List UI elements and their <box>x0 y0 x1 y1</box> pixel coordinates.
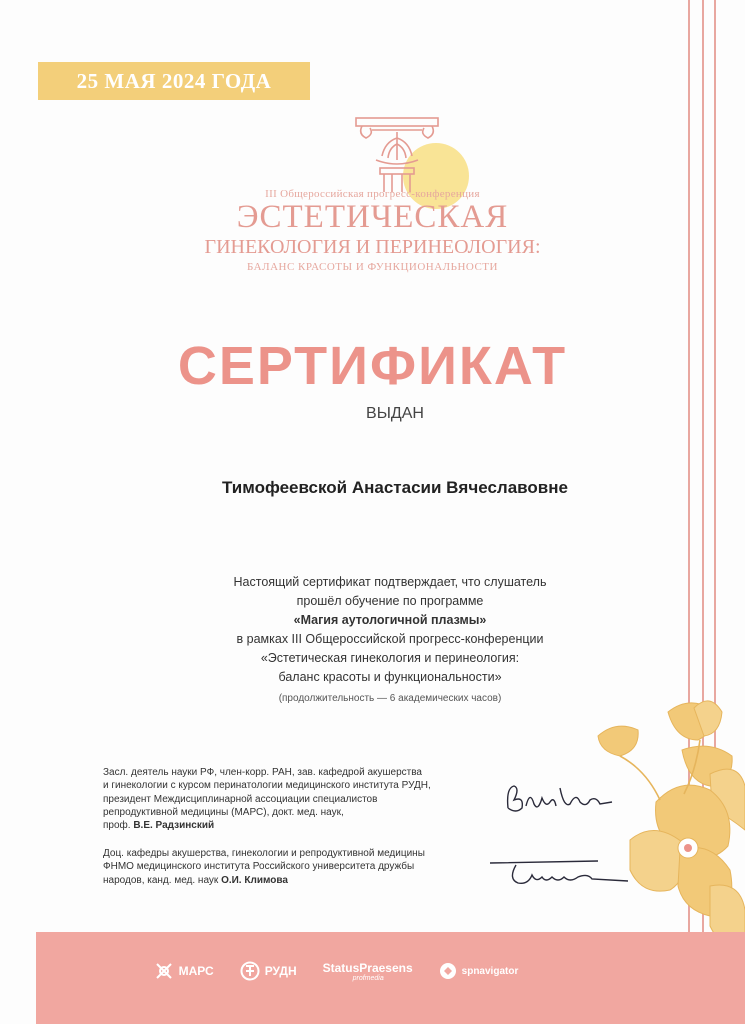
signatory-line: репродуктивной медицины (МАРС), докт. мед. наук, <box>103 806 344 818</box>
issued-label: ВЫДАН <box>366 405 424 422</box>
date-badge <box>38 62 310 100</box>
duration-note: (продолжительность — 6 академических часов) <box>278 693 502 704</box>
statuspraesens-logo <box>323 961 413 982</box>
mars-icon <box>154 961 174 981</box>
spnavigator-label: spnavigator <box>461 965 519 977</box>
mars-logo <box>154 961 214 981</box>
signatory-line: Доц. кафедры акушерства, гинекологии и репродуктивной медицины <box>103 848 425 859</box>
conference-tagline: БАЛАНС КРАСОТЫ И ФУНКЦИОНАЛЬНОСТИ <box>247 261 498 273</box>
rudn-icon <box>240 961 260 981</box>
rudn-label: РУДН <box>264 964 297 978</box>
signatory-line: ФНМО медицинского института Российского университета дружбы <box>103 861 415 873</box>
signatory-radzinsky <box>103 766 483 832</box>
body-line: прошёл обучение по программе <box>296 594 484 608</box>
signatory-prefix: проф. <box>103 820 131 832</box>
certificate-body <box>180 573 600 708</box>
body-line: баланс красоты и функциональности» <box>278 670 502 684</box>
signatory-name: О.И. Климова <box>221 874 288 886</box>
body-line: в рамках III Общероссийской прогресс-конференции <box>236 632 544 646</box>
signatory-klimova <box>103 847 483 887</box>
body-line: Настоящий сертификат подтверждает, что слушатель <box>233 575 547 589</box>
conference-title-line2: ГИНЕКОЛОГИЯ И ПЕРИНЕОЛОГИЯ: <box>204 236 541 258</box>
date-text: 25 МАЯ 2024 ГОДА <box>76 68 272 93</box>
orchid-decoration-icon <box>560 690 745 960</box>
certificate-title: СЕРТИФИКАТ <box>177 336 568 396</box>
column-capital-icon <box>352 114 442 194</box>
conference-title: ЭСТЕТИЧЕСКАЯ <box>236 199 509 235</box>
signatory-line: народов, канд. мед. наук <box>103 874 219 886</box>
signatory-line: президент Междисциплинарной ассоциации специалистов <box>103 793 378 805</box>
signatory-line: Засл. деятель науки РФ, член-корр. РАН, зав. кафедрой акушерства <box>103 767 422 778</box>
signatory-line: и гинекологии с курсом перинатологии медицинского института РУДН, <box>103 780 431 792</box>
signatory-name: В.Е. Радзинский <box>133 820 215 832</box>
conference-subtitle: III Общероссийская прогресс-конференция <box>265 188 480 200</box>
spnavigator-icon <box>439 962 457 980</box>
statuspraesens-label: StatusPraesens <box>322 960 413 975</box>
program-name: «Магия аутологичной плазмы» <box>293 613 487 627</box>
spnavigator-logo <box>439 962 519 980</box>
statuspraesens-sub: profmedia <box>352 974 384 982</box>
recipient-name: Тимофеевской Анастасии Вячеславовне <box>222 478 568 497</box>
footer-logos <box>36 957 636 985</box>
mars-label: МАРС <box>178 964 214 978</box>
rudn-logo <box>240 961 297 981</box>
body-line: «Эстетическая гинекология и перинеология: <box>260 651 520 665</box>
